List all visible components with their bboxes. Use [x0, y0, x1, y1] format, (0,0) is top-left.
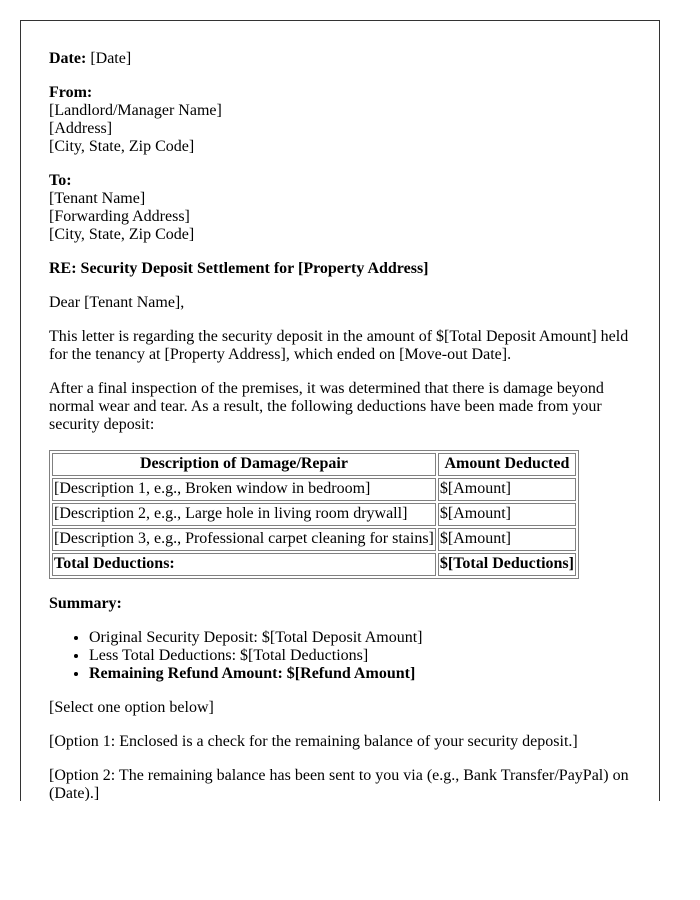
total-label: Total Deductions:	[52, 553, 436, 576]
date-value: [Date]	[90, 50, 132, 67]
table-row	[52, 528, 576, 551]
to-block	[49, 172, 634, 244]
date-line	[49, 50, 634, 68]
summary-item-refund-amount: • Remaining Refund Amount: $[Refund Amount]	[89, 665, 634, 683]
subject-line: RE: Security Deposit Settlement for [Property Address]	[49, 260, 429, 277]
paragraph-deposit: This letter is regarding the security deposit in the amount of $[Total Deposit Amount] held for the tenancy at [Property Address], which ended on [Move-out Date].	[49, 328, 629, 363]
to-name: [Tenant Name]	[49, 190, 146, 207]
to-label: To:	[49, 172, 72, 189]
summary-label: Summary:	[49, 595, 122, 612]
from-label: From:	[49, 84, 93, 101]
table-row	[52, 478, 576, 501]
deductions-table	[49, 450, 579, 579]
date-label: Date:	[49, 50, 87, 67]
to-address: [Forwarding Address]	[49, 208, 190, 225]
column-header-amount: Amount Deducted	[438, 453, 576, 476]
row-description: [Description 3, e.g., Professional carpet cleaning for stains]	[52, 528, 436, 551]
letter-content	[49, 50, 634, 801]
table-header-row	[52, 453, 576, 476]
paragraph-inspection: After a final inspection of the premises, it was determined that there is damage beyond normal wear and tear. As a result, the following deductions have been made from your security deposit:	[49, 380, 604, 433]
summary-item-total-deductions: • Less Total Deductions: $[Total Deductions]	[89, 647, 634, 665]
row-amount: $[Amount]	[438, 528, 576, 551]
from-city-state-zip: [City, State, Zip Code]	[49, 138, 195, 155]
salutation: Dear [Tenant Name],	[49, 294, 185, 311]
total-amount: $[Total Deductions]	[438, 553, 576, 576]
from-name: [Landlord/Manager Name]	[49, 102, 222, 119]
option-2: [Option 2: The remaining balance has been sent to you via (e.g., Bank Transfer/PayPal) on (Date).]	[49, 767, 629, 801]
from-address: [Address]	[49, 120, 113, 137]
to-city-state-zip: [City, State, Zip Code]	[49, 226, 195, 243]
table-row	[52, 503, 576, 526]
row-description: [Description 2, e.g., Large hole in living room drywall]	[52, 503, 436, 526]
letter-page	[20, 20, 660, 801]
summary-list	[49, 629, 634, 683]
row-description: [Description 1, e.g., Broken window in bedroom]	[52, 478, 436, 501]
option-1: [Option 1: Enclosed is a check for the remaining balance of your security deposit.]	[49, 733, 578, 750]
row-amount: $[Amount]	[438, 478, 576, 501]
from-block	[49, 84, 634, 156]
row-amount: $[Amount]	[438, 503, 576, 526]
select-option-note: [Select one option below]	[49, 699, 214, 716]
table-total-row	[52, 553, 576, 576]
summary-item-original-deposit: • Original Security Deposit: $[Total Deposit Amount]	[89, 629, 634, 647]
column-header-description: Description of Damage/Repair	[52, 453, 436, 476]
